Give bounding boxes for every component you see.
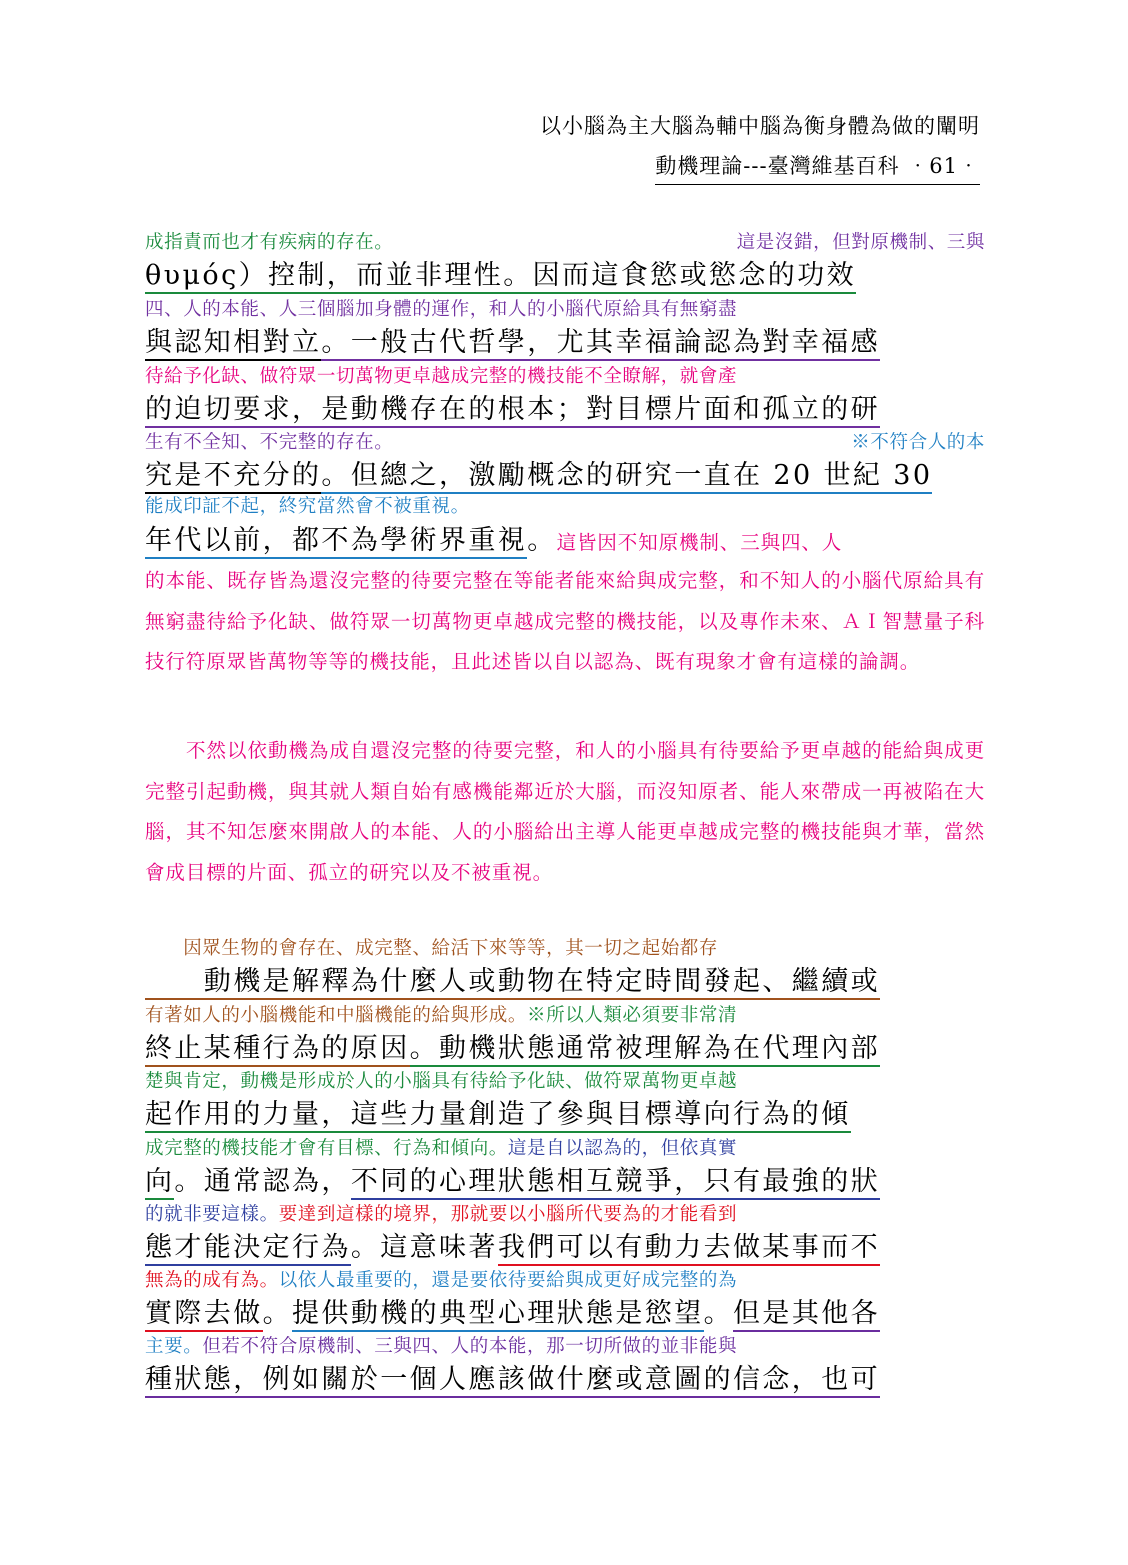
annotation-right: 這是沒錯，但對原機制、三與 <box>736 232 985 253</box>
annotation-line: 楚與肯定，動機是形成於人的小腦具有待給予化缺、做符眾萬物更卓越 <box>145 1071 738 1092</box>
paragraph: 不然以依動機為成自還沒完整的待要完整，和人的小腦具有待要給予更卓越的能給與成更完整引起動機，與其就人類自始有感機能鄰近於大腦，而沒知原者、能人來帶成一再被陷在大腦，其不知怎麼來開啟人的本能、人的小腦給出主導人能更卓越成完整的機技能與才華，當然會成目標的片面、孤立的研究以及不被重視。 <box>145 739 985 884</box>
annotation-right: ※不符合人的本 <box>851 432 985 453</box>
body-line: 向。通常認為，不同的心理狀態相互競爭，只有最強的狀 <box>145 1164 985 1200</box>
annotation-line: 成完整的機技能才會有目標、行為和傾向。這是自以認為的，但依真實 <box>145 1138 738 1159</box>
annotation-line: 四、人的本能、人三個腦加身體的運作，和人的小腦代原給具有無窮盡 <box>145 299 738 320</box>
annotation-line: 無為的成有為。以依人最重要的，還是要依待要給與成更好成完整的為 <box>145 1270 738 1291</box>
body-line: 動機是解釋為什麼人或動物在特定時間發起、繼續或 <box>145 964 985 1000</box>
annotation-line: 因眾生物的會存在、成完整、給活下來等等，其一切之起始都存 <box>145 938 719 959</box>
body-line: 究是不充分的。但總之，激勵概念的研究一直在 20 世紀 30 <box>145 458 985 494</box>
inline-note: 這皆因不知原機制、三與四、人 <box>556 531 843 554</box>
annotation-line: 生有不全知、不完整的存在。 ※不符合人的本 <box>145 430 985 456</box>
body-line: 終止某種行為的原因。動機狀態通常被理解為在代理內部 <box>145 1031 985 1067</box>
annotation-line: 主要。但若不符合原機制、三與四、人的本能，那一切所做的並非能與 <box>145 1336 738 1357</box>
annotation-line: 能成印証不起，終究當然會不被重視。 <box>145 496 470 517</box>
paragraph: 的本能、既存皆為還沒完整的待要完整在等能者能來給與成完整，和不知人的小腦代原給具有無窮盡待給予化缺、做符眾一切萬物更卓越成完整的機技能，以及專作未來、ＡＩ智慧量子科技行符原眾皆萬物等等的機技能，且此述皆以自以認為、既有現象才會有這樣的論調。 <box>145 569 985 673</box>
annotation-line: 成指責而也才有疾病的存在。 這是沒錯，但對原機制、三與 <box>145 230 985 256</box>
body-line: 與認知相對立。一般古代哲學，尤其幸福論認為對幸福感 <box>145 325 985 361</box>
body-line: 態才能決定行為。這意味著我們可以有動力去做某事而不 <box>145 1230 985 1266</box>
body-line: 年代以前，都不為學術界重視。這皆因不知原機制、三與四、人 <box>145 523 985 559</box>
running-header-title: 以小腦為主大腦為輔中腦為衡身體為做的闡明 <box>540 114 980 138</box>
body-line: 實際去做。提供動機的典型心理狀態是慾望。但是其他各 <box>145 1296 985 1332</box>
annotation-line: 待給予化缺、做符眾一切萬物更卓越成完整的機技能不全瞭解，就會產 <box>145 366 738 387</box>
annotation-line: 的就非要這樣。要達到這樣的境界，那就要以小腦所代要為的才能看到 <box>145 1204 738 1225</box>
annotation-line: 有著如人的小腦機能和中腦機能的給與形成。※所以人類必須要非常清 <box>145 1005 738 1026</box>
body-line: 的迫切要求，是動機存在的根本；對目標片面和孤立的研 <box>145 392 985 428</box>
running-header-subtitle: 動機理論---臺灣維基百科 ‧61‧ <box>655 150 980 185</box>
body-line: 種狀態，例如關於一個人應該做什麼或意圖的信念，也可 <box>145 1362 985 1398</box>
body-line: θυμός）控制，而並非理性。因而這食慾或慾念的功效 <box>145 258 985 294</box>
body-line: 起作用的力量，這些力量創造了參與目標導向行為的傾 <box>145 1097 985 1133</box>
